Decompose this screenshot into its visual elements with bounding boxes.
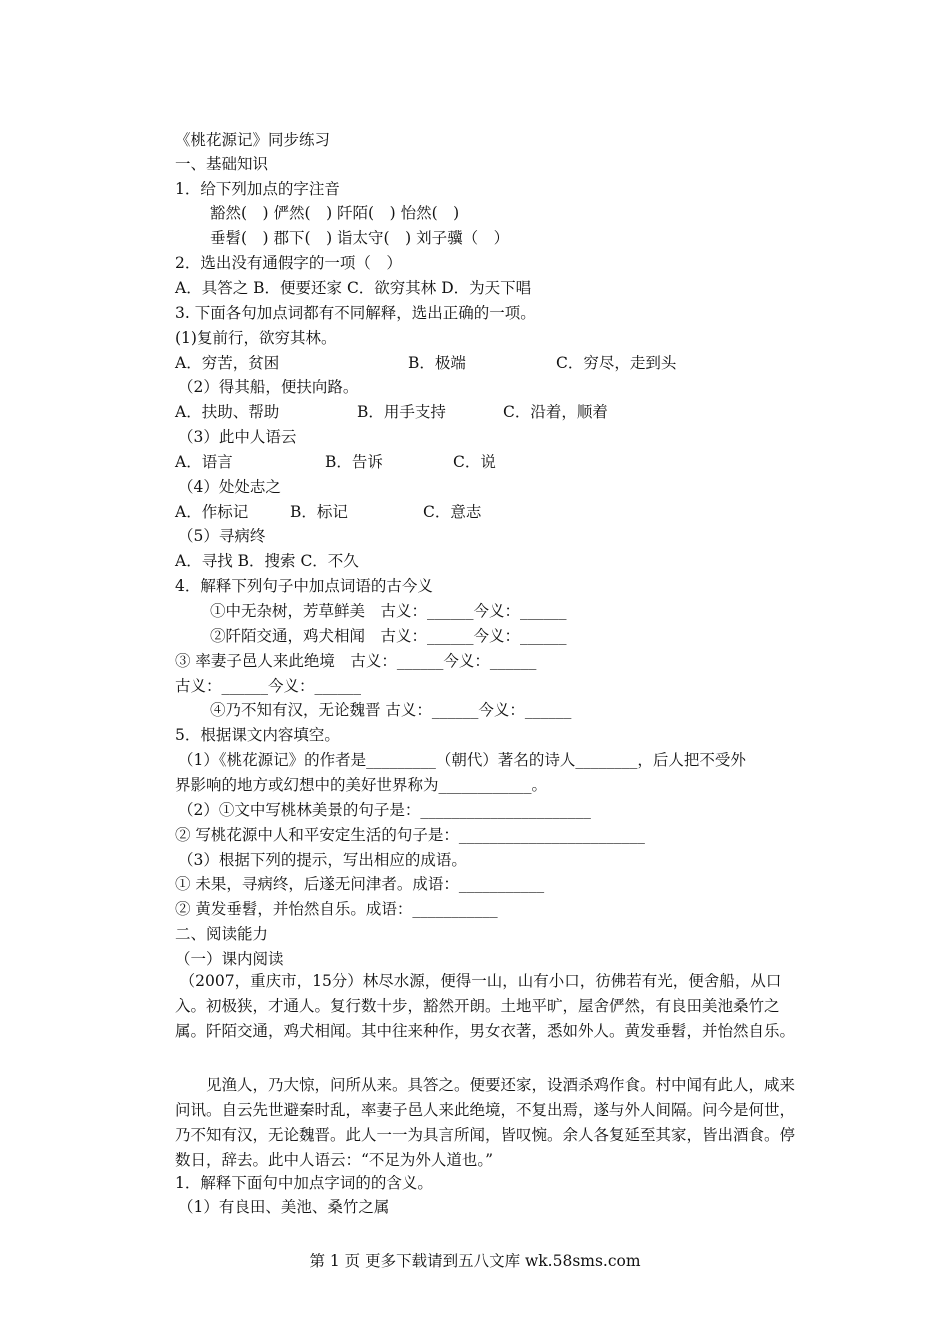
reading-paragraph-2: 见渔人，乃大惊，问所从来。具答之。便要还家，设酒杀鸡作食。村中闻有此人，咸来问讯。自云先世避秦时乱，率妻子邑人来此绝境，不复出焉，遂与外人间隔。问今是何世，乃不知有汉，无论魏晋。此人一一为具言所闻，皆叹惋。余人各复延至其家，皆出酒食。停数日，辞去。此中人语云：“不足为外人道也。” — [175, 1076, 796, 1169]
section-basic-knowledge: 一、基础知识 — [175, 155, 269, 173]
page-footer: 第 1 页 更多下载请到五八文库 wk.58sms.com — [309, 1252, 641, 1270]
q1-row1: 豁然( ) 俨然( ) 阡陌( ) 怡然( ) — [210, 204, 460, 222]
q5-stem: 5．根据课文内容填空。 — [175, 726, 340, 744]
q4-line-3b: 古义：______今义：______ — [175, 677, 362, 695]
q3-s2-option-b: B．用手支持 — [357, 403, 446, 421]
q3-s4-option-a: A．作标记 — [175, 503, 249, 521]
q3-sentence-4: （4）处处志之 — [178, 478, 281, 496]
doc-title: 《桃花源记》同步练习 — [175, 131, 331, 149]
q3-s1-option-a: A．穷苦，贫困 — [175, 354, 280, 372]
q2-stem: 2．选出没有通假字的一项（ ） — [175, 254, 402, 272]
q5-part2b: ② 写桃花源中人和平安定生活的句子是：________________________ — [175, 826, 645, 844]
q4-line-1: ①中无杂树，芳草鲜美 古义：______今义：______ — [210, 602, 567, 620]
q3-sentence-1: (1)复前行，欲穷其林。 — [175, 329, 337, 347]
reading-q1-sentence-1: （1）有良田、美池、桑竹之属 — [178, 1198, 390, 1216]
q1-row2: 垂髫( ) 郡下( ) 诣太守( ) 刘子骥（ ） — [210, 229, 510, 247]
q5-part3a: ① 未果，寻病终，后遂无问津者。成语：___________ — [175, 875, 545, 893]
q3-s4-option-b: B．标记 — [290, 503, 348, 521]
q3-s1-option-c: C．穷尽，走到头 — [556, 354, 677, 372]
q2-options: A．具答之 B．便要还家 C．欲穷其林 D．为天下唱 — [175, 279, 532, 297]
q3-s2-option-a: A．扶助、帮助 — [175, 403, 280, 421]
q5-part3: （3）根据下列的提示，写出相应的成语。 — [178, 851, 467, 869]
q4-line-3: ③ 率妻子邑人来此绝境 古义：______今义：______ — [175, 652, 537, 670]
q3-s5-options: A．寻找 B．搜索 C．不久 — [175, 552, 359, 570]
q3-s1-option-b: B．极端 — [408, 354, 466, 372]
q3-s3-option-c: C．说 — [453, 453, 496, 471]
q3-s3-option-a: A．语言 — [175, 453, 233, 471]
q4-stem: 4．解释下列句子中加点词语的古今义 — [175, 577, 433, 595]
q5-part1-line2: 界影响的地方或幻想中的美好世界称为____________。 — [175, 776, 548, 794]
subsection-in-class-reading: （一）课内阅读 — [175, 950, 284, 968]
reading-q1-stem: 1．解释下面句中加点字词的的含义。 — [175, 1174, 433, 1192]
q3-sentence-2: （2）得其船，便扶向路。 — [178, 378, 359, 396]
section-reading: 二、阅读能力 — [175, 925, 269, 943]
q4-line-4: ④乃不知有汉，无论魏晋 古义：______今义：______ — [210, 701, 572, 719]
q3-sentence-3: （3）此中人语云 — [178, 428, 297, 446]
q5-part2: （2）①文中写桃林美景的句子是：______________________ — [178, 801, 591, 819]
q5-part3b: ② 黄发垂髫，并怡然自乐。成语：___________ — [175, 900, 498, 918]
reading-paragraph-1: （2007，重庆市，15分）林尽水源，便得一山，山有小口，彷佛若有光，便舍船，从口入。初极狭，才通人。复行数十步，豁然开朗。土地平旷，屋舍俨然，有良田美池桑竹之属。阡陌交通，鸡犬相闻。其中往来种作，男女衣著，悉如外人。黄发垂髫，并怡然自乐。 — [175, 972, 796, 1040]
q3-sentence-5: （5）寻病终 — [178, 527, 266, 545]
q3-s2-option-c: C．沿着，顺着 — [503, 403, 608, 421]
q4-line-2: ②阡陌交通，鸡犬相闻 古义：______今义：______ — [210, 627, 567, 645]
q3-s3-option-b: B．告诉 — [325, 453, 383, 471]
q1-stem: 1．给下列加点的字注音 — [175, 180, 340, 198]
q3-s4-option-c: C．意志 — [423, 503, 482, 521]
q3-stem: 3. 下面各句加点词都有不同解释，选出正确的一项。 — [175, 304, 536, 322]
q5-part1-line1: （1）《桃花源记》的作者是_________（朝代）著名的诗人________，后人把不受外 — [178, 751, 746, 769]
